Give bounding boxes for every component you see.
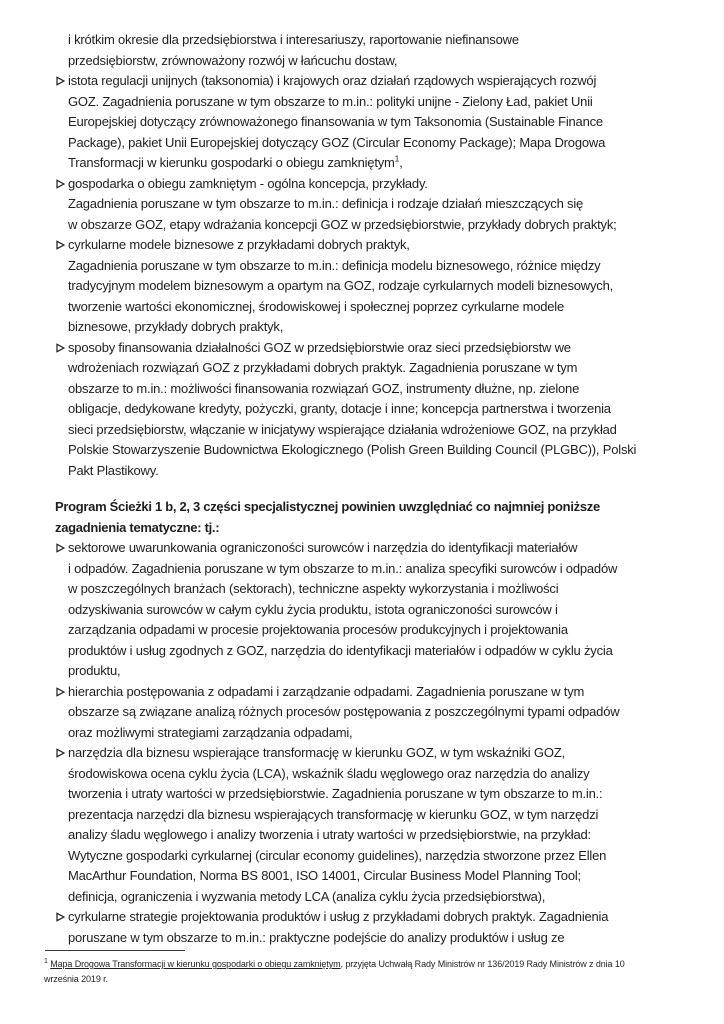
intro-paragraph: i krótkim okresie dla przedsiębiorstwa i interesariuszy, raportowanie niefinansowe przedsiębiorstw, zrównoważony rozwój w łańcuchu dostaw, <box>68 32 519 68</box>
bullet-item-text: cyrkularne strategie projektowania produktów i usług z przykładami dobrych praktyk. Zagadnienia poruszane w tym obszarze to m.in.: praktyczne podejście do analizy produktów i usług ze <box>68 909 609 945</box>
program-paths-heading: Program Ścieżki 1 b, 2, 3 części specjalistycznej powinien uwzględniać co najmniej poniższe zagadnienia tematyczne: tj.: <box>55 499 600 535</box>
arrow-bullet-icon <box>56 179 65 189</box>
topic-list-specialist <box>55 538 682 948</box>
bullet-item <box>55 174 682 236</box>
bullet-item <box>55 682 682 744</box>
footnote-rest: , przyjęta Uchwałą Rady Ministrów nr 136/2019 Rady Ministrów z dnia 10 września 2019 r. <box>44 959 625 984</box>
arrow-bullet-icon <box>56 912 65 922</box>
arrow-bullet-icon <box>56 343 65 353</box>
bullet-item-text: sektorowe uwarunkowania ograniczoności surowców i narzędzia do identyfikacji materiałów i odpadów. Zagadnienia poruszane w tym obszarze to m.in.: analiza specyfiki surowców i odpadów w poszczególnych branżach (sektorach), techniczne aspekty wykorzystania i możliwości odzyskiwania surowców w całym cyklu życia produktu, istota ograniczoności surowców i zarządzania odpadami w procesie projektowania procesów produkcyjnych i projektowania produktów i usług zgodnych z GOZ, narzędzia do identyfikacji materiałów i odpadów w cyklu życia produktu, <box>68 540 618 678</box>
arrow-bullet-icon <box>56 687 65 697</box>
bullet-item <box>55 71 682 174</box>
bullet-item-text: narzędzia dla biznesu wspierające transformację w kierunku GOZ, w tym wskaźniki GOZ, środowiskowa ocena cyklu życia (LCA), wskaźnik śladu węglowego oraz narzędzia do analizy tworzenia i utraty wartości w przedsiębiorstwie. Zagadnienia poruszane w tym obszarze to m.in.: prezentacja narzędzi dla biznesu wspierających transformację w kierunku GOZ, w tym narzędzi analizy śladu węglowego i analizy tworzenia i utraty wartości w przedsiębiorstwie, na przykład: Wytyczne gospodarki cyrkularnej (circular economy guidelines), narzędzia stworzone przez Ellen MacArthur Foundation, Norma BS 8001, ISO 14001, Circular Business Model Planning Tool; definicja, ograniczenia i wyzwania metody LCA (analiza cyklu życia przedsiębiorstwa), <box>68 745 607 904</box>
footnote <box>44 950 680 987</box>
footnote-link[interactable]: Mapa Drogowa Transformacji w kierunku gospodarki o obiegu zamkniętym <box>50 959 341 969</box>
bullet-item-text: sposoby finansowania działalności GOZ w przedsiębiorstwie oraz sieci przedsiębiorstw we wdrożeniach rozwiązań GOZ z przykładami dobrych praktyk. Zagadnienia poruszane w tym obszarze to m.in.: możliwości finansowania rozwiązań GOZ, instrumenty dłużne, np. zielone obligacje, dedykowane kredyty, pożyczki, granty, dotacje i inne; koncepcja partnerstwa i tworzenia sieci przedsiębiorstw, włączanie w inicjatywy wspierające działania wdrożeniowe GOZ, na przykład Polskie Stowarzyszenie Budownictwa Ekologicznego (Polish Green Building Council (PLGBC)), Polski Pakt Plastikowy. <box>68 339 637 478</box>
bullet-item-text: gospodarka o obiegu zamkniętym - ogólna koncepcja, przykłady. Zagadnienia poruszane w tym obszarze to m.in.: definicja i rodzaje działań mieszczących się w obszarze GOZ, etapy wdrażania koncepcji GOZ w przedsiębiorstwie, przykłady dobrych praktyk; <box>68 175 617 232</box>
arrow-bullet-icon <box>56 240 65 250</box>
document-body <box>55 30 682 948</box>
bullet-item <box>55 235 682 338</box>
arrow-bullet-icon <box>56 76 65 86</box>
bullet-item-text: istota regulacji unijnych (taksonomia) i krajowych oraz działań rządowych wspierających rozwój GOZ. Zagadnienia poruszane w tym obszarze to m.in.: polityki unijne - Zielony Ład, pakiet Unii Europejskiej dotyczący zrównoważonego finansowania w tym Taksonomia (Sustainable Finance Package), pakiet Unii Europejskiej dotyczący GOZ (Circular Economy Package); Mapa Drogowa Transformacji w kierunku gospodarki o obiegu zamkniętym <box>68 73 606 170</box>
bullet-item-tail: , <box>399 155 403 170</box>
footnote-reference: 1 <box>394 153 400 164</box>
footnote-text <box>44 957 680 987</box>
bullet-item-text: hierarchia postępowania z odpadami i zarządzanie odpadami. Zagadnienia poruszane w tym obszarze są związane analizą różnych procesów postępowania z poszczególnymi typami odpadów oraz możliwymi strategiami zarządzania odpadami, <box>68 683 620 740</box>
bullet-item <box>55 907 682 948</box>
bullet-item <box>55 338 682 482</box>
arrow-bullet-icon <box>56 748 65 758</box>
bullet-item <box>55 743 682 907</box>
footnote-marker: 1 <box>44 958 48 965</box>
bullet-item-text: cyrkularne modele biznesowe z przykładami dobrych praktyk, Zagadnienia poruszane w tym obszarze to m.in.: definicja modelu biznesowego, różnice między tradycyjnym modelem biznesowym a opartym na GOZ, rodzaje cyrkularnych modeli biznesowych, tworzenie wartości ekonomicznej, środowiskowej i społecznej poprzez cyrkularne modele biznesowe, przykłady dobrych praktyk, <box>68 237 614 334</box>
bullet-item <box>55 538 682 682</box>
topic-list-general <box>55 71 682 481</box>
footnote-separator <box>45 950 185 951</box>
arrow-bullet-icon <box>56 543 65 553</box>
